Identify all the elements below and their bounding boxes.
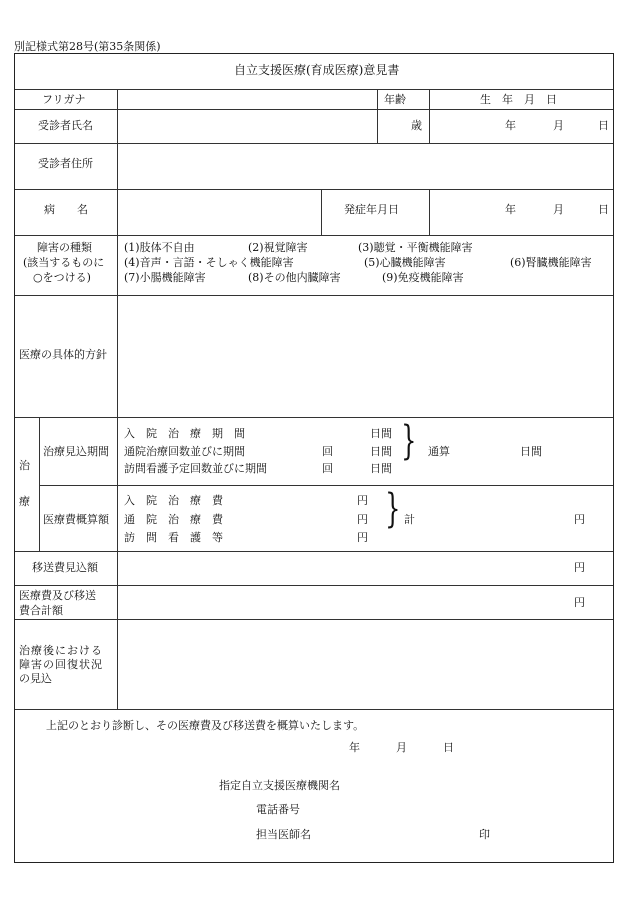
form-title: 自立支援医療(育成医療)意見書 — [234, 63, 400, 77]
cost-total-unit: 円 — [574, 513, 585, 526]
rule — [15, 709, 613, 710]
cost-brace: } — [385, 486, 401, 532]
onset-month-unit: 月 — [553, 203, 564, 216]
rule — [15, 109, 613, 110]
birth-day-unit: 日 — [598, 119, 609, 132]
period-total-label: 通算 — [428, 445, 450, 458]
period-row-unit: 日間 — [370, 445, 392, 458]
disability-option[interactable]: (9)免疫機能障害 — [382, 271, 464, 284]
total-cost-label: 医療費及び移送 — [19, 589, 96, 602]
cost-row-unit: 円 — [357, 513, 368, 526]
cert-year-unit: 年 — [349, 741, 360, 754]
recovery-outlook-label-2: 障害の回復状況 — [19, 658, 103, 671]
rule — [15, 585, 613, 586]
disability-type-note: (該当するものに — [23, 256, 105, 269]
recovery-outlook-label-3: の見込 — [19, 672, 52, 685]
period-total-unit: 日間 — [520, 445, 542, 458]
rule — [39, 485, 613, 486]
disability-option[interactable]: (4)音声・言語・そしゃく機能障害 — [124, 256, 294, 269]
period-row-label: 訪問看護予定回数並びに期間 — [124, 462, 267, 475]
period-row-unit: 日間 — [370, 427, 392, 440]
disability-option[interactable]: (2)視覚障害 — [248, 241, 308, 254]
period-row-count: 回 — [322, 445, 333, 458]
disability-type-label: 障害の種類 — [37, 241, 92, 254]
transport-cost-label: 移送費見込額 — [32, 561, 98, 574]
disability-option[interactable]: (8)その他内臓障害 — [248, 271, 341, 284]
institution-name-label: 指定自立支援医療機関名 — [219, 779, 340, 792]
rule — [15, 89, 613, 90]
age-unit: 歳 — [411, 119, 422, 132]
rule — [39, 417, 40, 551]
rule — [15, 417, 613, 418]
age-label: 年齢 — [384, 93, 406, 106]
disability-option[interactable]: (7)小腸機能障害 — [124, 271, 206, 284]
onset-date-label: 発症年月日 — [344, 203, 399, 216]
disability-option[interactable]: (6)腎臓機能障害 — [510, 256, 592, 269]
treatment-period-label: 治療見込期間 — [43, 445, 109, 458]
patient-name-label: 受診者氏名 — [38, 119, 93, 132]
patient-address-label: 受診者住所 — [38, 157, 93, 170]
cost-total-label: 計 — [404, 513, 415, 526]
rule — [321, 189, 322, 235]
cost-estimate-label: 医療費概算額 — [43, 513, 109, 526]
cost-row-unit: 円 — [357, 494, 368, 507]
birthdate-label: 生 年 月 日 — [480, 93, 557, 106]
period-row-count: 回 — [322, 462, 333, 475]
certification-statement: 上記のとおり診断し、その医療費及び移送費を概算いたします。 — [46, 719, 365, 732]
cost-row-label: 入 院 治 療 費 — [124, 494, 223, 507]
cost-row-label: 通 院 治 療 費 — [124, 513, 223, 526]
total-cost-label-2: 費合計額 — [19, 604, 63, 617]
doctor-name-label: 担当医師名 — [256, 828, 311, 841]
rule — [15, 189, 613, 190]
onset-day-unit: 日 — [598, 203, 609, 216]
rule — [117, 89, 118, 709]
rule — [429, 189, 430, 235]
rule — [15, 619, 613, 620]
cost-row-unit: 円 — [357, 531, 368, 544]
rule — [377, 89, 378, 143]
disability-option[interactable]: (1)肢体不自由 — [124, 241, 195, 254]
rule — [15, 235, 613, 236]
recovery-outlook-label: 治療後における — [19, 644, 103, 657]
treatment-policy-label: 医療の具体的方針 — [19, 348, 107, 361]
treatment-side-label: 治 — [19, 459, 30, 472]
furigana-label: フリガナ — [42, 93, 86, 106]
total-cost-unit: 円 — [574, 596, 585, 609]
period-row-label: 入 院 治 療 期 間 — [124, 427, 245, 440]
phone-number-label: 電話番号 — [256, 803, 300, 816]
onset-year-unit: 年 — [505, 203, 516, 216]
form-number-label: 別記様式第28号(第35条関係) — [14, 40, 161, 53]
birth-month-unit: 月 — [553, 119, 564, 132]
rule — [15, 551, 613, 552]
disability-option[interactable]: (3)聴覚・平衡機能障害 — [358, 241, 473, 254]
cost-row-label: 訪 問 看 護 等 — [124, 531, 223, 544]
period-row-unit: 日間 — [370, 462, 392, 475]
treatment-side-label-2: 療 — [19, 495, 30, 508]
cert-day-unit: 日 — [443, 741, 454, 754]
rule — [15, 295, 613, 296]
rule — [15, 143, 613, 144]
seal-mark: 印 — [479, 828, 490, 841]
disease-name-label: 病 名 — [44, 203, 88, 216]
rule — [429, 89, 430, 143]
period-row-label: 通院治療回数並びに期間 — [124, 445, 245, 458]
period-brace: } — [401, 418, 417, 464]
transport-cost-unit: 円 — [574, 561, 585, 574]
disability-option[interactable]: (5)心臓機能障害 — [364, 256, 446, 269]
cert-month-unit: 月 — [396, 741, 407, 754]
birth-year-unit: 年 — [505, 119, 516, 132]
disability-type-note-2: ○をつける) — [33, 271, 91, 284]
